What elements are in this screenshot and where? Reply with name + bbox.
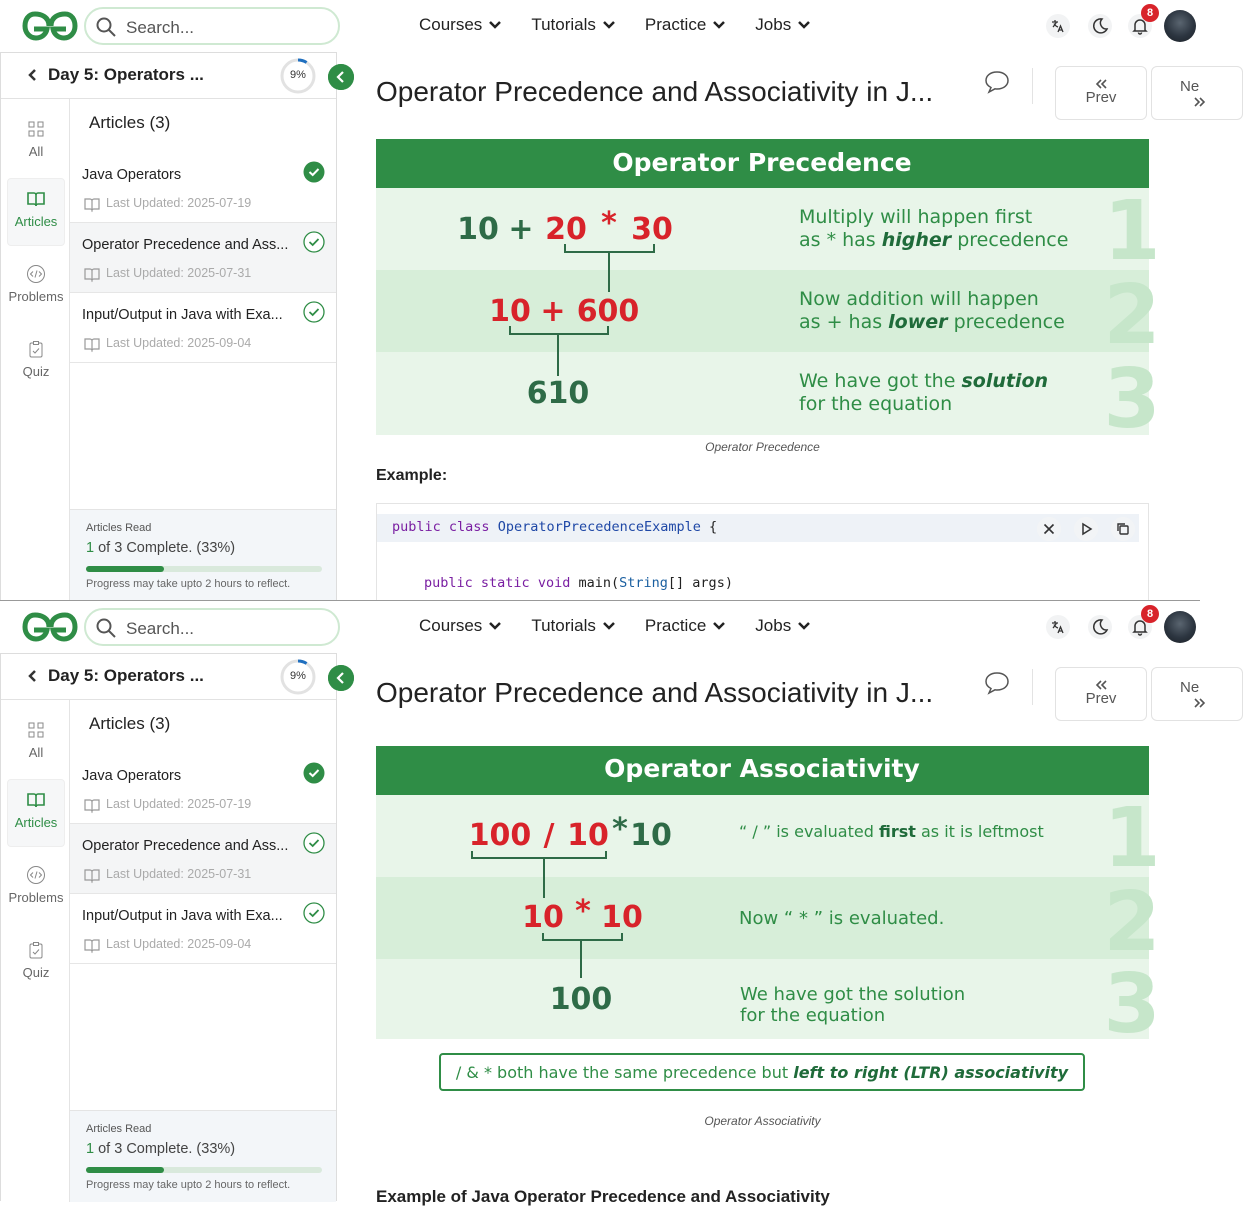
rail-all[interactable]	[7, 109, 65, 177]
chevron-down-icon	[713, 622, 725, 630]
article-date: Last Updated: 2025-07-31	[106, 867, 252, 881]
sidebar-title: Day 5: Operators ...	[48, 666, 204, 685]
book-icon	[84, 939, 100, 952]
next-button[interactable]	[1151, 667, 1243, 721]
code-icon	[26, 264, 46, 284]
section-heading: Example of Java Operator Precedence and Associativity	[376, 1187, 830, 1206]
code-token: static	[480, 575, 530, 591]
progress-count: 1	[86, 1141, 95, 1157]
gfg-logo[interactable]	[22, 611, 78, 643]
article-date: Last Updated: 2025-07-19	[106, 196, 252, 210]
code-icon	[26, 865, 46, 885]
figure-caption: Operator Precedence	[705, 440, 820, 454]
figure-heading: Operator Precedence	[612, 148, 912, 177]
expr-token: 20	[545, 212, 587, 247]
chevron-down-icon	[603, 622, 615, 630]
code-token: class	[448, 519, 490, 535]
avatar[interactable]	[1164, 611, 1196, 643]
article-title: Input/Output in Java with Exa...	[82, 307, 283, 323]
progress-count: 1	[86, 540, 95, 556]
search-input[interactable]: Search...	[126, 18, 195, 37]
grid-icon	[26, 720, 46, 740]
expr-token: *	[612, 812, 628, 847]
nav-tutorials[interactable]	[531, 616, 615, 636]
prev-label: Prev	[1085, 690, 1117, 707]
progress-note: Progress may take upto 2 hours to reflect.	[86, 1179, 291, 1191]
translate-icon[interactable]	[1046, 615, 1070, 639]
course-sidebar	[0, 52, 337, 600]
clipboard-icon	[26, 339, 46, 359]
prev-button[interactable]	[1055, 667, 1147, 721]
chevron-down-icon	[798, 622, 810, 630]
expr-token: 100	[468, 818, 532, 853]
sidebar-header	[1, 53, 336, 99]
code-block	[376, 503, 1149, 600]
translate-icon[interactable]	[1046, 14, 1070, 38]
expr-token: +	[540, 294, 566, 329]
expr-token: 600	[576, 294, 640, 329]
collapse-sidebar-button[interactable]	[328, 665, 354, 691]
nav-label: Courses	[419, 15, 483, 34]
chevron-down-icon	[713, 21, 725, 29]
code-token: {	[709, 519, 718, 535]
progress-bar	[86, 1167, 322, 1173]
nav-tutorials[interactable]	[531, 15, 615, 35]
rail-label: All	[28, 144, 44, 159]
rail-quiz[interactable]	[7, 329, 65, 397]
associativity-figure	[376, 746, 1161, 1096]
article-title: Input/Output in Java with Exa...	[82, 908, 283, 924]
sidebar-header	[1, 654, 336, 700]
list-item[interactable]	[70, 824, 336, 894]
nav-jobs[interactable]	[755, 616, 810, 636]
nav-label: Practice	[644, 616, 707, 635]
rail-quiz[interactable]	[7, 930, 65, 998]
grid-icon	[26, 119, 46, 139]
close-icon[interactable]	[1037, 517, 1061, 541]
explanation-text: Now addition will happen	[799, 288, 1039, 310]
code-token: OperatorPrecedenceExample	[497, 519, 701, 535]
expr-result: 610	[526, 376, 590, 411]
copy-icon[interactable]	[1111, 517, 1135, 541]
article-date: Last Updated: 2025-09-04	[106, 937, 252, 951]
rail-problems[interactable]	[7, 254, 65, 322]
expr-token: 10	[457, 212, 499, 247]
nav-label: Practice	[644, 15, 707, 34]
step-number: 2	[1103, 875, 1161, 970]
explanation-text: for the equation	[799, 393, 953, 415]
divider	[1032, 68, 1033, 104]
progress-rest: of 3 Complete. (33%)	[94, 540, 236, 556]
code-token: public	[392, 519, 441, 535]
expr-token: 10	[522, 900, 564, 935]
double-chevron-left-icon	[1095, 79, 1107, 89]
explanation-text: We have got the solution	[740, 984, 966, 1005]
rail-articles[interactable]	[7, 779, 65, 847]
article-list	[70, 99, 336, 363]
expr-token: *	[601, 206, 617, 241]
nav-label: Jobs	[755, 15, 792, 34]
book-icon	[84, 799, 100, 812]
step-number: 2	[1103, 268, 1161, 363]
rail-articles[interactable]	[7, 178, 65, 246]
expr-result: 100	[549, 982, 613, 1017]
chevron-down-icon	[798, 21, 810, 29]
progress-bar-fill	[86, 1167, 164, 1173]
nav-label: Tutorials	[531, 616, 596, 635]
explanation-text: Now “ * ” is evaluated.	[739, 908, 945, 929]
double-chevron-right-icon	[1194, 698, 1204, 708]
expr-token: /	[543, 818, 555, 853]
sidebar-rail	[1, 99, 70, 601]
list-item[interactable]	[70, 153, 336, 223]
article-date: Last Updated: 2025-09-04	[106, 336, 252, 350]
search-box[interactable]	[84, 608, 340, 646]
next-button[interactable]	[1151, 66, 1243, 120]
rail-label: Quiz	[22, 965, 50, 980]
code-token: [] args)	[667, 575, 733, 591]
article-list-heading: Articles (3)	[89, 714, 171, 733]
progress-summary	[70, 1110, 336, 1202]
sidebar-rail	[1, 700, 70, 1202]
main-nav	[419, 616, 840, 636]
expr-token: 10	[630, 818, 672, 853]
book-icon	[84, 338, 100, 351]
figure-heading: Operator Associativity	[604, 754, 920, 783]
book-icon	[26, 790, 46, 810]
list-item[interactable]	[70, 894, 336, 964]
explanation-text: Multiply will happen first	[799, 206, 1033, 228]
rail-label: Problems	[8, 890, 64, 905]
sidebar-title: Day 5: Operators ...	[48, 65, 204, 84]
rail-all[interactable]	[7, 710, 65, 778]
run-icon[interactable]	[1074, 517, 1098, 541]
expr-token: 10	[567, 818, 609, 853]
avatar[interactable]	[1164, 10, 1196, 42]
explanation-text: “ / ” is evaluated first as it is leftmost	[739, 822, 1044, 841]
progress-note: Progress may take upto 2 hours to reflect.	[86, 578, 291, 590]
list-item[interactable]	[70, 754, 336, 824]
search-box[interactable]	[84, 7, 340, 45]
book-icon	[84, 198, 100, 211]
progress-ring-label: 9%	[290, 670, 306, 682]
figure-row-3	[376, 352, 1149, 435]
notification-badge: 8	[1141, 4, 1159, 22]
explanation-text: as * has higher precedence	[799, 229, 1069, 251]
course-sidebar	[0, 653, 337, 1201]
article-list	[70, 700, 336, 964]
expr-token: 10	[489, 294, 531, 329]
article-list-heading: Articles (3)	[89, 113, 171, 132]
code-token: void	[537, 575, 571, 591]
list-item[interactable]	[70, 293, 336, 363]
expr-token: 10	[601, 900, 643, 935]
prev-label: Prev	[1085, 89, 1117, 106]
check-filled-icon	[303, 161, 325, 183]
rail-label: Articles	[14, 214, 58, 229]
article-date: Last Updated: 2025-07-31	[106, 266, 252, 280]
nav-courses[interactable]	[419, 616, 501, 636]
nav-label: Tutorials	[531, 15, 596, 34]
expr-token: +	[508, 212, 534, 247]
article-title: Operator Precedence and Ass...	[82, 838, 289, 854]
step-number: 1	[1103, 184, 1161, 279]
double-chevron-left-icon	[1095, 680, 1107, 690]
search-icon	[96, 17, 116, 37]
check-outline-icon	[303, 231, 325, 253]
divider	[1032, 669, 1033, 705]
notification-badge: 8	[1141, 605, 1159, 623]
nav-jobs[interactable]	[755, 15, 810, 35]
chevron-left-icon[interactable]	[27, 68, 37, 82]
search-icon	[96, 618, 116, 638]
top-header	[0, 0, 1200, 52]
next-label: Ne	[1180, 78, 1200, 95]
nav-label: Courses	[419, 616, 483, 635]
check-filled-icon	[303, 762, 325, 784]
page-title: Operator Precedence and Associativity in J...	[376, 677, 934, 708]
article-date: Last Updated: 2025-07-19	[106, 797, 252, 811]
page-title: Operator Precedence and Associativity in J...	[376, 76, 934, 107]
check-outline-icon	[303, 902, 325, 924]
rail-label: Quiz	[22, 364, 50, 379]
rail-problems[interactable]	[7, 855, 65, 923]
nav-practice[interactable]	[645, 15, 725, 35]
chevron-down-icon	[603, 21, 615, 29]
progress-rest: of 3 Complete. (33%)	[94, 1141, 236, 1157]
progress-label: Articles Read	[86, 1123, 152, 1135]
comment-icon[interactable]	[984, 671, 1010, 695]
chevron-left-icon[interactable]	[27, 669, 37, 683]
article-title: Operator Precedence and Ass...	[82, 237, 289, 253]
rail-label: All	[28, 745, 44, 760]
progress-bar-fill	[86, 566, 164, 572]
progress-text	[86, 1141, 235, 1157]
book-icon	[84, 268, 100, 281]
progress-summary	[70, 509, 336, 601]
rail-label: Articles	[14, 815, 58, 830]
main-nav	[419, 15, 840, 35]
chevron-down-icon	[489, 21, 501, 29]
gfg-logo[interactable]	[22, 10, 78, 42]
associativity-note: / & * both have the same precedence but left to right (LTR) associativity	[455, 1063, 1069, 1082]
book-icon	[26, 189, 46, 209]
nav-courses[interactable]	[419, 15, 501, 35]
example-label: Example:	[376, 467, 448, 484]
next-label: Ne	[1180, 679, 1200, 696]
search-input[interactable]: Search...	[126, 619, 195, 638]
figure-caption: Operator Associativity	[704, 1114, 821, 1128]
explanation-text: as + has lower precedence	[799, 311, 1065, 333]
code-line	[392, 519, 717, 535]
clipboard-icon	[26, 940, 46, 960]
check-outline-icon	[303, 832, 325, 854]
expr-token: *	[575, 894, 591, 929]
check-outline-icon	[303, 301, 325, 323]
rail-label: Problems	[8, 289, 64, 304]
progress-text	[86, 540, 235, 556]
progress-bar	[86, 566, 322, 572]
dark-mode-icon[interactable]	[1088, 615, 1112, 639]
explanation-text: We have got the solution	[799, 370, 1049, 392]
prev-button[interactable]	[1055, 66, 1147, 120]
dark-mode-icon[interactable]	[1088, 14, 1112, 38]
code-token: String	[619, 575, 668, 591]
expr-token: 30	[631, 212, 673, 247]
code-line	[424, 575, 733, 591]
code-token: main(	[578, 575, 620, 591]
comment-icon[interactable]	[984, 70, 1010, 94]
article-title: Java Operators	[82, 768, 182, 784]
top-header	[0, 601, 1200, 653]
chevron-down-icon	[489, 622, 501, 630]
step-number: 1	[1103, 791, 1161, 886]
step-number: 3	[1103, 957, 1161, 1052]
nav-label: Jobs	[755, 616, 792, 635]
code-token: public	[424, 575, 473, 591]
collapse-sidebar-button[interactable]	[328, 64, 354, 90]
list-item[interactable]	[70, 223, 336, 293]
nav-practice[interactable]	[645, 616, 725, 636]
screenshot-panel-bottom	[0, 600, 1200, 1206]
explanation-text: for the equation	[740, 1005, 886, 1026]
article-title: Java Operators	[82, 167, 182, 183]
step-number: 3	[1103, 352, 1161, 447]
progress-label: Articles Read	[86, 522, 152, 534]
precedence-figure	[376, 139, 1161, 447]
progress-ring-label: 9%	[290, 69, 306, 81]
double-chevron-right-icon	[1194, 97, 1204, 107]
screenshot-panel-top	[0, 0, 1200, 600]
book-icon	[84, 869, 100, 882]
